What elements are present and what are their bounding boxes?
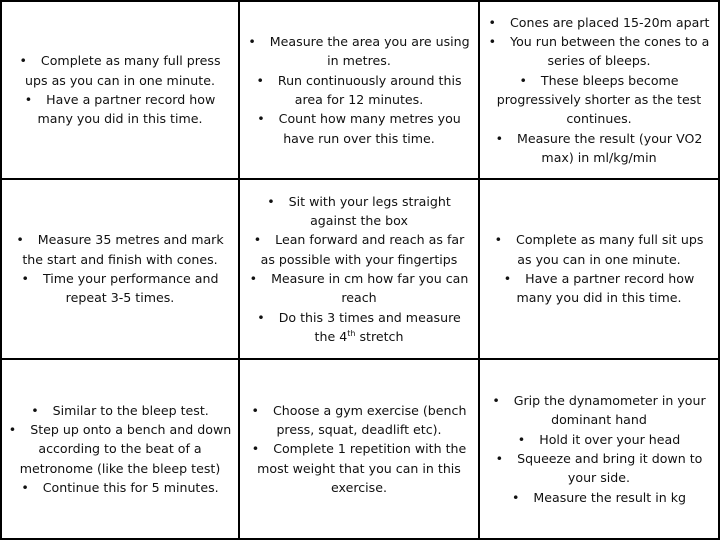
bullet-icon: • xyxy=(488,34,497,50)
item-text: Measure the result (your VO2 max) in ml/kg/min xyxy=(517,130,703,165)
item-text: Cones are placed 15-20m apart xyxy=(509,14,710,30)
bullet-item xyxy=(486,230,712,269)
item-text: Run continuously around this area for 12 minutes. xyxy=(277,72,462,107)
cell-sit-ups xyxy=(480,180,718,360)
bullet-item xyxy=(486,129,712,168)
bullet-icon: • xyxy=(253,232,262,248)
bullet-item xyxy=(8,90,232,129)
item-text: Measure 35 metres and mark the start and finish with cones. xyxy=(22,232,224,267)
item-text: Continue this for 5 minutes. xyxy=(42,479,219,495)
bullet-item xyxy=(8,420,232,478)
cell-bleep-test xyxy=(480,2,718,180)
bullet-item xyxy=(246,109,472,148)
bullet-icon: • xyxy=(257,309,265,325)
item-text: Complete as many full press ups as you can in one minute. xyxy=(25,53,221,88)
bullet-icon: • xyxy=(519,72,527,88)
bullet-item xyxy=(246,308,472,347)
bullet-icon: • xyxy=(495,451,504,466)
bullet-item xyxy=(8,230,232,269)
cell-press-ups xyxy=(2,2,240,180)
item-text: You run between the cones to a series of bleeps. xyxy=(510,34,710,69)
item-text: stretch xyxy=(355,328,404,344)
item-text: Do this 3 times and measure the 4 xyxy=(278,309,461,344)
cell-step-test xyxy=(2,360,240,538)
bullet-item xyxy=(8,51,232,90)
bullet-item xyxy=(518,430,680,449)
bullet-icon: • xyxy=(21,479,29,495)
item-text: These bleeps become progressively shorter as the test continues. xyxy=(496,72,702,127)
bullet-icon: • xyxy=(267,193,275,209)
item-text: Measure the result in kg xyxy=(533,489,687,505)
item-text: Measure the area you are using in metres. xyxy=(269,34,470,69)
item-text: Grip the dynamometer in your dominant hand xyxy=(513,393,706,428)
bullet-item xyxy=(489,13,710,32)
item-text: Measure in cm how far you can reach xyxy=(271,271,469,306)
ordinal-suffix: th xyxy=(347,328,356,338)
bullet-icon: • xyxy=(517,431,526,447)
bullet-icon: • xyxy=(16,232,24,248)
bullet-icon: • xyxy=(503,271,512,286)
item-text: Hold it over your head xyxy=(539,431,681,447)
bullet-icon: • xyxy=(8,422,17,438)
item-text: Step up onto a bench and down according to the beat of a metronome (like the bleep test) xyxy=(19,422,232,476)
bullet-item xyxy=(486,71,712,129)
bullet-item xyxy=(512,488,686,507)
bullet-item xyxy=(246,401,472,440)
bullet-item xyxy=(31,401,209,420)
item-text: Lean forward and reach as far as possible with your fingertips xyxy=(260,232,465,267)
bullet-icon: • xyxy=(24,92,33,107)
item-text: Have a partner record how many you did in this time. xyxy=(37,92,216,127)
item-text: Choose a gym exercise (bench press, squat, deadlift etc). xyxy=(272,402,467,438)
bullet-icon: • xyxy=(249,271,258,286)
bullet-icon: • xyxy=(256,72,264,88)
item-text: Count how many metres you have run over this time. xyxy=(278,111,461,146)
bullet-item xyxy=(21,478,218,497)
bullet-icon: • xyxy=(492,393,500,409)
item-text: Similar to the bleep test. xyxy=(52,402,209,418)
bullet-item xyxy=(246,439,472,497)
item-text: Time your performance and repeat 3-5 times. xyxy=(42,271,219,306)
bullet-item xyxy=(486,32,712,71)
item-text: Squeeze and bring it down to your side. xyxy=(517,451,703,486)
bullet-item xyxy=(246,192,472,231)
bullet-icon: • xyxy=(251,402,259,418)
bullet-icon: • xyxy=(248,34,256,50)
bullet-icon: • xyxy=(494,232,503,248)
cell-sprint xyxy=(2,180,240,360)
item-text: Complete 1 repetition with the most weight that you can in this exercise. xyxy=(257,441,467,495)
item-text: Complete as many full sit ups as you can in one minute. xyxy=(516,232,704,267)
cell-12-minute-run xyxy=(240,2,480,180)
item-text: Have a partner record how many you did in this time. xyxy=(516,271,695,306)
bullet-icon: • xyxy=(251,441,260,457)
cell-sit-and-reach xyxy=(240,180,480,360)
bullet-icon: • xyxy=(21,271,29,286)
bullet-item xyxy=(8,269,232,308)
bullet-icon: • xyxy=(19,53,27,69)
bullet-item xyxy=(246,269,472,308)
bullet-icon: • xyxy=(488,14,496,30)
bullet-item xyxy=(246,230,472,269)
bullet-item xyxy=(246,71,472,110)
bullet-icon: • xyxy=(257,111,265,127)
bullet-item xyxy=(486,391,712,430)
bullet-item xyxy=(246,32,472,71)
bullet-icon: • xyxy=(495,130,504,146)
bullet-icon: • xyxy=(511,489,520,505)
cell-grip-strength xyxy=(480,360,718,538)
bullet-item xyxy=(486,269,712,308)
bullet-icon: • xyxy=(31,402,39,418)
item-text: Sit with your legs straight against the box xyxy=(288,193,451,229)
cell-one-rep-max xyxy=(240,360,480,538)
bullet-item xyxy=(486,449,712,488)
